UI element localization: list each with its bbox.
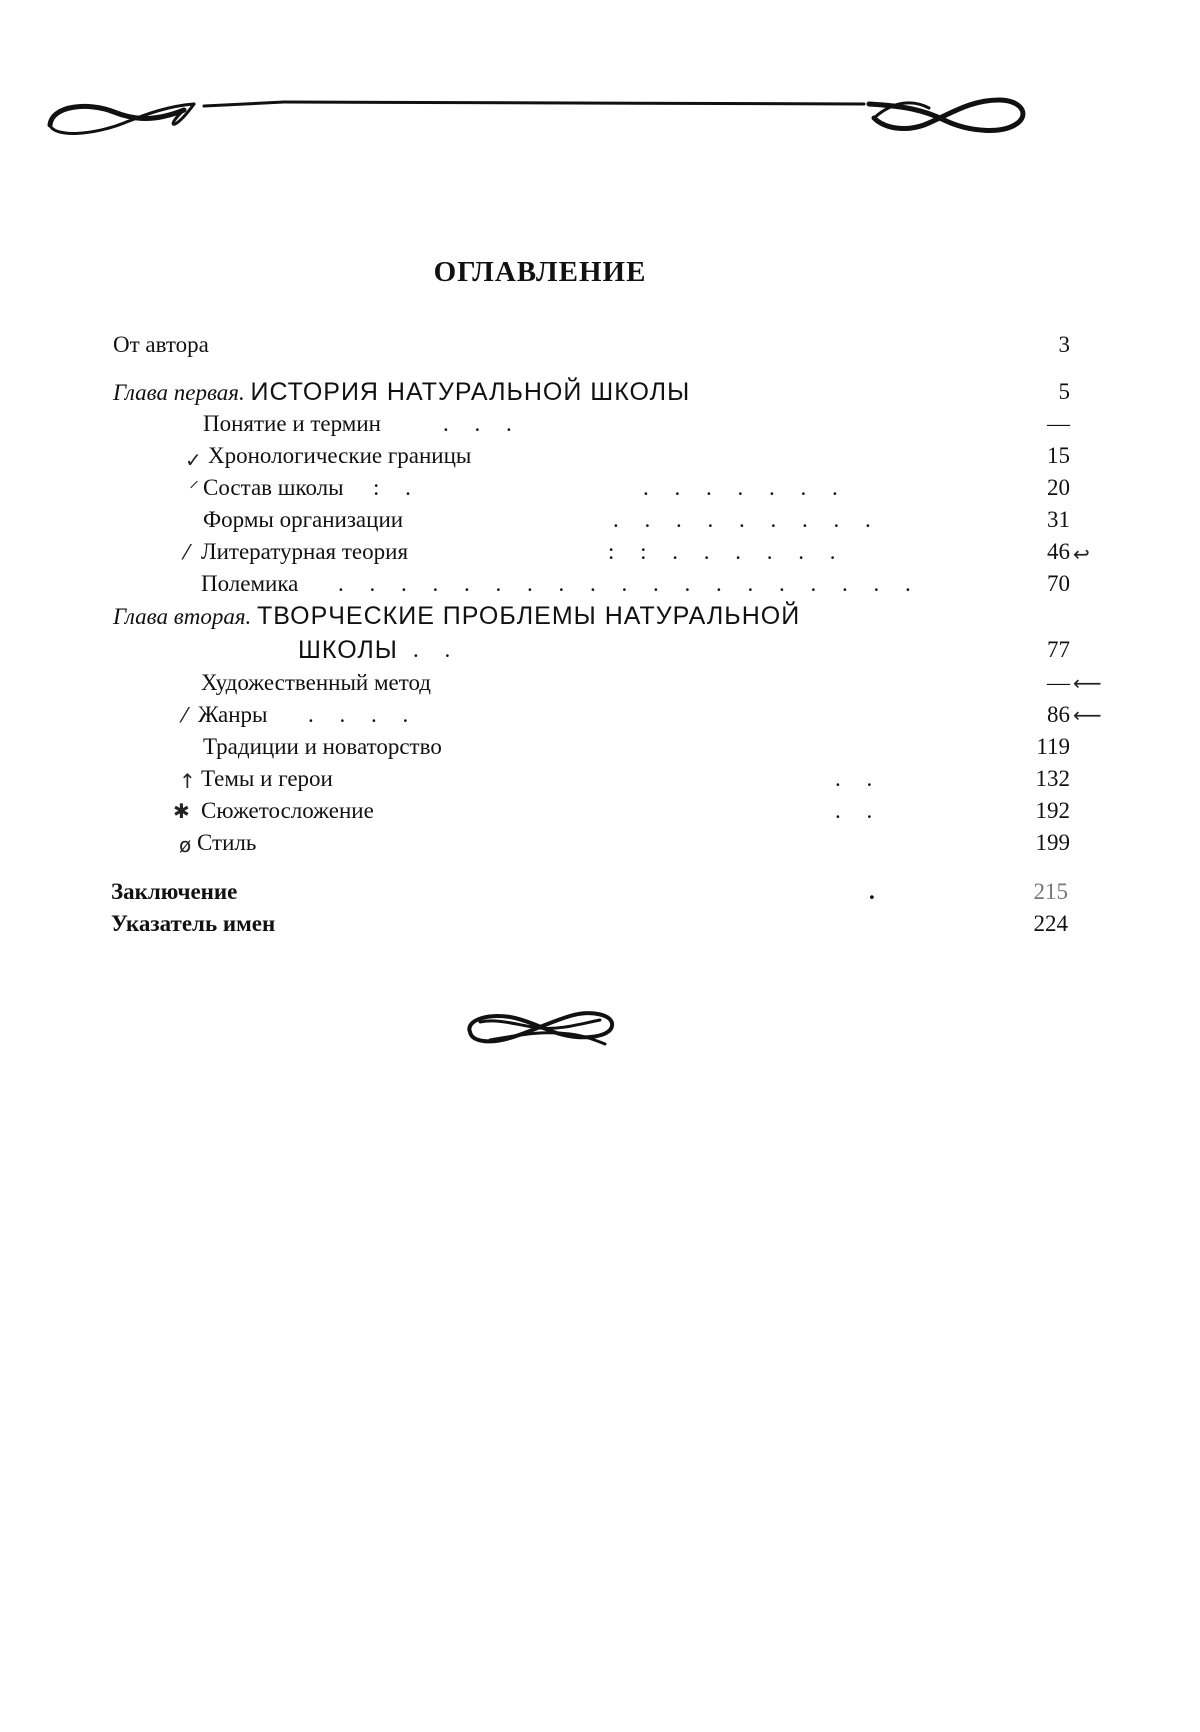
pencil-mark-icon: ø — [179, 833, 192, 857]
entry-page: 5 — [1058, 379, 1070, 404]
check-mark-icon: ✓ — [185, 448, 202, 472]
dot-leader: . . — [413, 637, 461, 662]
toc-entry-from-author — [113, 330, 1070, 360]
entry-page: 224 — [1033, 911, 1068, 936]
entry-label: Стиль — [197, 830, 257, 855]
entry-page: 119 — [1036, 734, 1070, 759]
toc-entry-index — [111, 909, 1068, 939]
entry-label: Формы организации — [203, 507, 404, 532]
tick-mark-icon: ⁄ — [183, 703, 187, 727]
entry-label: Традиции и новаторство — [203, 734, 442, 759]
entry-page: 31 — [1047, 507, 1070, 532]
dot-leader: . — [869, 879, 885, 904]
toc-entry-composition — [113, 473, 1070, 503]
toc-entry-chronology — [113, 441, 1070, 472]
entry-page: 132 — [1035, 766, 1070, 791]
toc-entry-conclusion — [111, 877, 1068, 907]
dot-leader: . . — [835, 798, 883, 823]
entry-page: 46 — [1047, 539, 1070, 564]
entry-label: Литературная теория — [201, 539, 409, 564]
entry-label: Хронологические границы — [208, 443, 472, 468]
page-title: ОГЛАВЛЕНИЕ — [433, 256, 647, 288]
toc-entry-plot — [113, 796, 1070, 826]
entry-label: Художественный метод — [201, 670, 432, 695]
entry-label: Заключение — [111, 879, 238, 904]
toc-entry-style — [113, 828, 1070, 858]
toc-entry-forms — [113, 505, 1070, 535]
toc-entry-concept — [113, 409, 1070, 439]
dot-leader: . . . . — [308, 702, 419, 727]
dot-leader: . . — [835, 766, 883, 791]
bottom-flourish-ornament — [460, 1000, 620, 1052]
chapter-prefix: Глава первая. — [113, 380, 245, 405]
pencil-arrow-icon: ⟵ — [1073, 703, 1102, 727]
entry-page: — — [1047, 411, 1070, 436]
chapter-title-continuation: ШКОЛЫ — [298, 636, 398, 664]
entry-page: 77 — [1047, 637, 1070, 662]
top-flourish-ornament — [44, 90, 1034, 150]
dot-leader: : . — [373, 475, 421, 500]
entry-page: — — [1047, 670, 1070, 695]
chapter-title: ИСТОРИЯ НАТУРАЛЬНОЙ ШКОЛЫ — [250, 378, 691, 406]
entry-label: От автора — [113, 332, 209, 357]
entry-label: Жанры — [198, 702, 268, 727]
pencil-note-icon: ⟵ — [1073, 671, 1102, 695]
dot-leader: : : . . . . . . — [608, 539, 846, 564]
entry-label: Темы и герои — [201, 766, 333, 791]
toc-entry-themes — [113, 764, 1070, 794]
dot-leader: . . . . . . . — [643, 475, 848, 500]
toc-chapter-1 — [113, 377, 1070, 407]
entry-page: 15 — [1047, 443, 1070, 468]
toc-entry-literary-theory — [113, 537, 1090, 567]
chapter-prefix: Глава вторая. — [113, 604, 252, 629]
entry-page: 70 — [1047, 571, 1070, 596]
toc-chapter-2 — [113, 601, 1013, 631]
dot-leader: . . . — [443, 411, 522, 436]
tick-mark-icon: ⸍ — [189, 476, 199, 500]
entry-label: Понятие и термин — [203, 411, 381, 436]
dot-leader: . . . . . . . . . — [613, 507, 881, 532]
tick-mark-icon: ⁄ — [185, 540, 189, 564]
toc-entry-genres — [113, 700, 1102, 730]
entry-page: 20 — [1047, 475, 1070, 500]
toc-entry-traditions — [113, 732, 1070, 762]
dot-leader: . . . . . . . . . . . . . . . . . . . — [338, 571, 921, 596]
toc-chapter-2-continuation — [113, 635, 1070, 665]
toc-entry-artistic-method — [113, 668, 1102, 698]
entry-label: Указатель имен — [111, 911, 276, 936]
pencil-mark-icon: ✱ — [173, 799, 190, 823]
toc-entry-polemics — [113, 569, 1070, 599]
entry-page: 86 — [1047, 702, 1070, 727]
entry-page: 215 — [1033, 879, 1068, 904]
chapter-title: ТВОРЧЕСКИЕ ПРОБЛЕМЫ НАТУРАЛЬНОЙ — [257, 602, 801, 630]
entry-page: 199 — [1035, 830, 1070, 855]
entry-page: 192 — [1035, 798, 1070, 823]
pencil-note-icon: ↩ — [1073, 542, 1090, 566]
pencil-mark-icon: ↑ — [179, 769, 196, 793]
entry-label: Сюжетосложение — [201, 798, 374, 823]
entry-page: 3 — [1058, 332, 1070, 357]
entry-label: Полемика — [201, 571, 299, 596]
entry-label: Состав школы — [203, 475, 344, 500]
